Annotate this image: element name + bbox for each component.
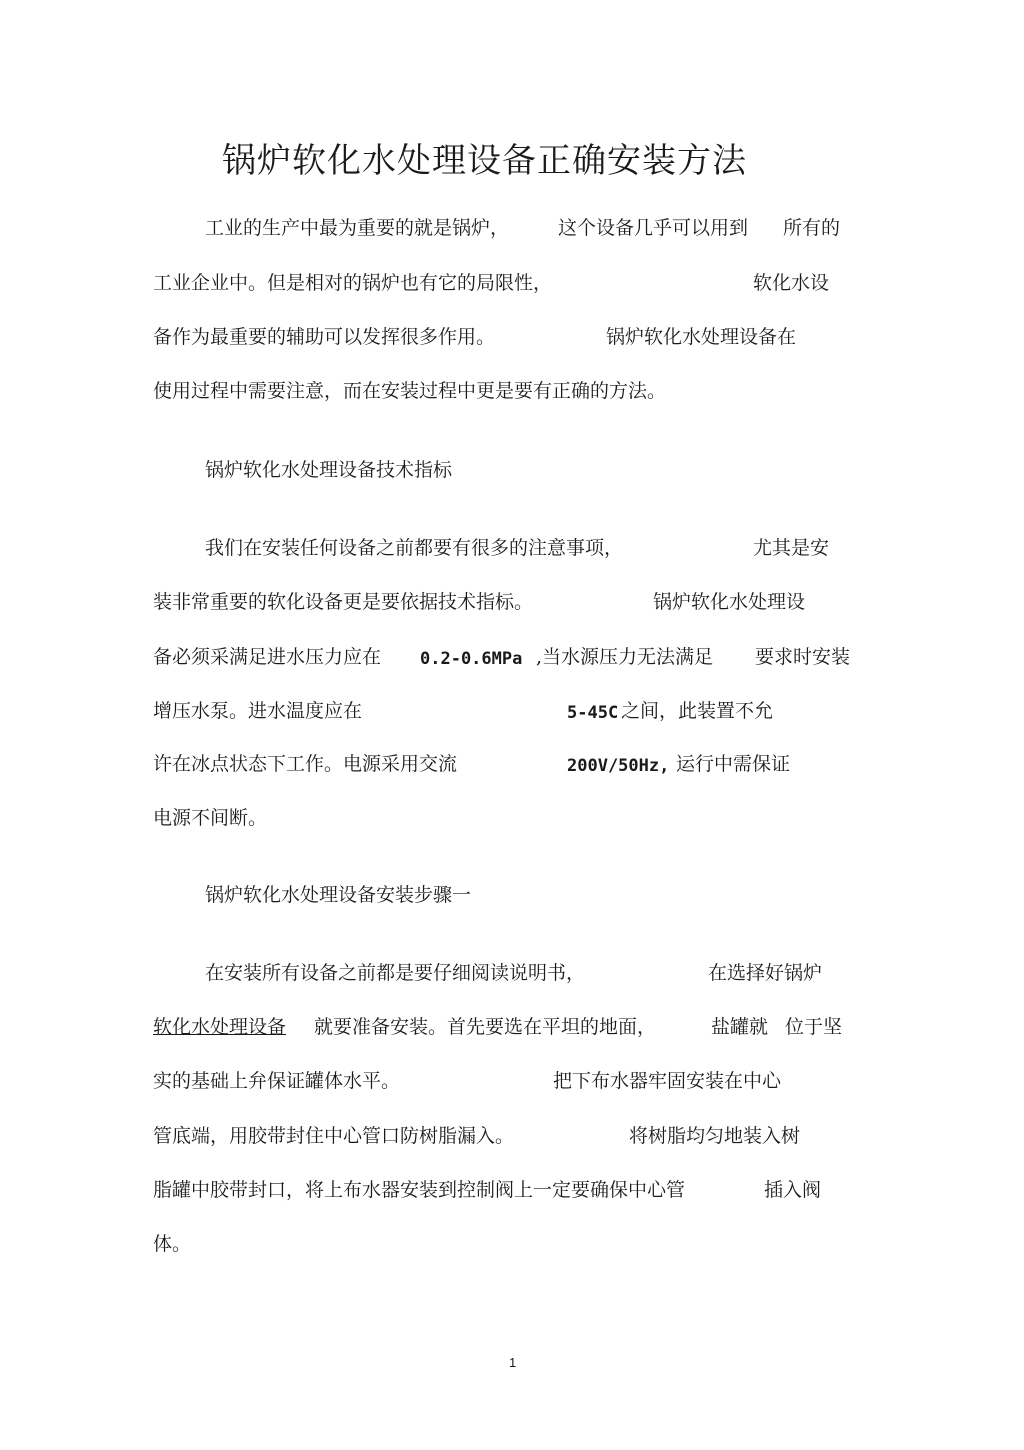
text-segment: 装非常重要的软化设备更是要依据技术指标。 (153, 591, 534, 613)
section-heading: 锅炉软化水处理设备安装步骤一 (205, 884, 472, 906)
text-segment: 使用过程中需要注意，而在安装过程中更是要有正确的方法。 (153, 380, 667, 402)
text-segment: 电源不间断。 (153, 807, 268, 829)
pressure-value: 0.2-0.6MPa (420, 649, 523, 669)
temperature-value: 5-45C (567, 703, 619, 723)
text-segment: ,当水源压力无法满足 (536, 646, 714, 668)
text-segment: 把下布水器牢固安装在中心 (553, 1070, 782, 1092)
text-segment: 增压水泵。进水温度应在 (153, 700, 363, 722)
text-segment: 锅炉软化水处理设 (653, 591, 806, 613)
text-segment: 许在冰点状态下工作。电源采用交流 (153, 753, 458, 775)
text-segment: 脂罐中胶带封口，将上布水器安装到控制阀上一定要确保中心管 (153, 1179, 686, 1201)
text-segment: 我们在安装任何设备之前都要有很多的注意事项， (205, 537, 624, 559)
text-segment: 备作为最重要的辅助可以发挥很多作用。 (153, 326, 496, 348)
section-heading: 锅炉软化水处理设备技术指标 (205, 459, 453, 481)
text-segment: 要求时安装 (755, 646, 851, 668)
text-segment: 之间，此装置不允 (621, 700, 774, 722)
text-segment: 运行中需保证 (676, 753, 791, 775)
text-segment: 位于坚 (785, 1016, 843, 1038)
water-softener-link[interactable]: 软化水处理设备 (153, 1016, 287, 1038)
page-title: 锅炉软化水处理设备正确安装方法 (222, 141, 747, 181)
text-segment: 工业的生产中最为重要的就是锅炉， (205, 217, 510, 239)
text-segment: 这个设备几乎可以用到 (558, 217, 749, 239)
text-segment: 工业企业中。但是相对的锅炉也有它的局限性， (153, 272, 553, 294)
text-segment: 实的基础上弁保证罐体水平。 (153, 1070, 401, 1092)
page-number: 1 (509, 1355, 517, 1370)
text-segment: 盐罐就 (711, 1016, 769, 1038)
text-segment: 将树脂均匀地装入树 (629, 1125, 801, 1147)
text-segment: 就要准备安装。首先要选在平坦的地面， (314, 1016, 657, 1038)
text-segment: 所有的 (783, 217, 841, 239)
text-segment: 软化水设 (753, 272, 830, 294)
text-segment: 插入阀 (764, 1179, 822, 1201)
text-segment: 锅炉软化水处理设备在 (606, 326, 797, 348)
text-segment: 管底端，用胶带封住中心管口防树脂漏入。 (153, 1125, 515, 1147)
power-value: 200V/50Hz, (567, 756, 670, 776)
text-segment: 在选择好锅炉 (708, 962, 823, 984)
text-segment: 在安装所有设备之前都是要仔细阅读说明书， (205, 962, 586, 984)
text-segment: 体。 (153, 1233, 192, 1255)
text-segment: 尤其是安 (753, 537, 830, 559)
text-segment: 备必须采满足进水压力应在 (153, 646, 382, 668)
